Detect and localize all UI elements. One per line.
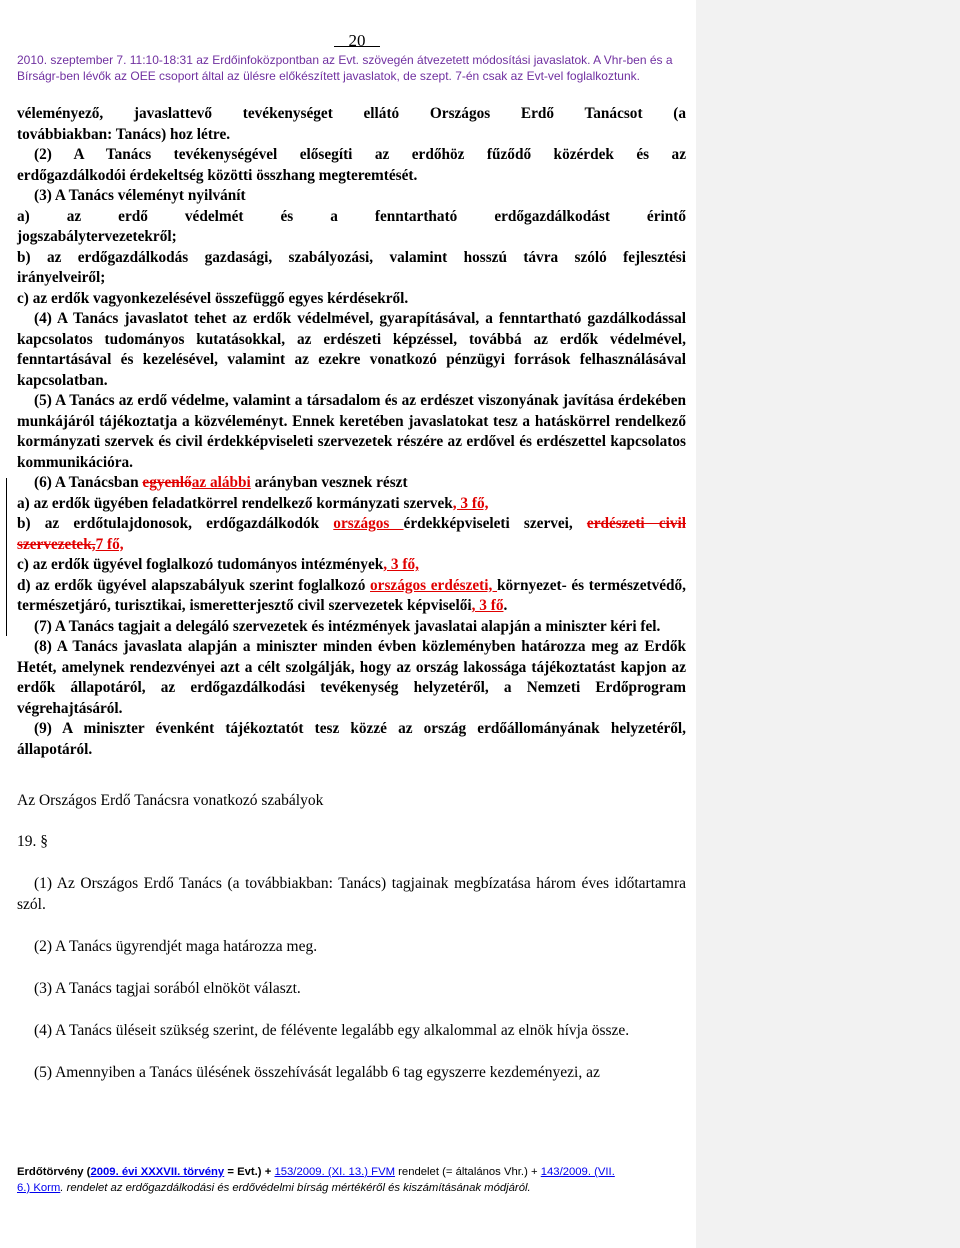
footer-text-a: Erdőtörvény ( [17,1166,91,1178]
paragraph-6d [17,576,686,617]
regulation-section [17,790,686,1083]
page-number: 20 [348,31,366,50]
document-body [17,104,686,1083]
paragraph-3c: c) az erdők vagyonkezelésével összefüggő egyes kérdésekről. [17,289,409,307]
paragraph-6c [17,555,686,576]
comment-sidebar [696,0,960,1248]
paragraph-3b-line1: b) az erdőgazdálkodás gazdasági, szabályozási, valamint hosszú távra szóló fejlesztési [17,248,686,266]
footer-link-korm-part2: 6.) Korm [17,1182,61,1194]
footer-text-h: . rendelet az erdőgazdálkodási és erdővédelmi bírság mértékéről és kiszámításának módjáról. [60,1182,531,1194]
paragraph-1-line2: továbbiakban: Tanács) hoz létre. [17,125,231,143]
paragraph-3b-line2: irányelveiről; [17,269,106,286]
paragraph-3a-line2: jogszabálytervezetekről; [17,228,177,245]
regulation-paragraph-1: (1) Az Országos Erdő Tanács (a továbbiakban: Tanács) tagjainak megbízatása három éves időtartamra szól. [17,875,686,913]
paragraph-6 [17,473,686,494]
page-footer [17,1164,697,1196]
regulation-paragraph-2: (2) A Tanács ügyrendjét maga határozza meg. [34,938,318,955]
paragraph-4: (4) A Tanács javaslatot tehet az erdők védelmével, gyarapításával, a fenntartható gazdálkodással kapcsolatos tudományos kutatásokkal, az erdészeti képzéssel, továbbá az erdők védelmével, fenntartásával és kezelésével, valamint az ezekre vonatkozó pénzügyi források felhasználásával kapcsolatban. [17,310,686,389]
paragraph-2-line1: (2) A Tanács tevékenységével elősegíti az erdőhöz fűződő közérdek és az [34,146,686,163]
p6b-text-mid: érdekképviseleti szervei, [403,515,587,532]
paragraph-7: (7) A Tanács tagjait a delegáló szervezetek és intézmények javaslatai alapján a miniszter kéri fel. [34,617,661,635]
footer-text-e: rendelet (= általános Vhr.) + [395,1166,541,1178]
p6a-inserted-text: , 3 fő, [452,494,489,512]
regulation-paragraph-4: (4) A Tanács üléseit szükség szerint, de félévente legalább egy alkalommal az elnök hívja össze. [34,1022,630,1039]
footer-link-evt[interactable]: 2009. évi XXXVII. törvény [90,1166,225,1178]
paragraph-6b [17,514,686,555]
revision-header [17,52,697,84]
footer-link-fvm[interactable]: 153/2009. (XI. 13.) FVM [274,1166,396,1178]
paragraph-6a [17,494,686,515]
revision-header-line1: 2010. szeptember 7. 11:10-18:31 az Erdőinfoközpontban az Evt. szövegén átvezetett módosítási javaslatok. A Vhr-ben és a [17,53,673,67]
p6c-text: c) az erdők ügyével foglalkozó tudományos intézmények [17,556,384,573]
p6d-text: d) az erdők ügyével alapszabályuk szerint foglalkozó [17,576,371,594]
section-number: 19. § [17,833,48,850]
p6d-inserted-text-1: országos erdészeti, [370,576,498,594]
p6b-inserted-text-2: 7 fő, [95,535,124,553]
p6b-text: b) az erdőtulajdonosok, erdőgazdálkodók [17,515,334,532]
footer-text-c: = Evt.) + [224,1166,275,1178]
p6-deleted-text: egyenlő [142,474,192,491]
p6b-inserted-text-1: országos [333,515,404,532]
p6b-deleted-text: erdészeti civil szervezetek, [17,515,687,553]
p6d-inserted-text-2: , 3 fő [471,597,504,614]
paragraph-9: (9) A miniszter évenként tájékoztatót tesz közzé az ország erdőállományának helyzetéről, állapotáról. [17,720,686,758]
page-number-underline [334,46,380,47]
regulation-paragraph-3: (3) A Tanács tagjai sorából elnököt választ. [34,980,301,997]
p6-inserted-text: az alábbi [191,474,251,491]
p6d-text-post: környezet- és természetvédő, természetjáró, turisztikai, ismeretterjesztő civil szervezetek képviselői [17,576,686,614]
paragraph-1-line1: véleményező, javaslattevő tevékenységet ellátó Országos Erdő Tanácsot (a [17,105,686,122]
p6-text-post: arányban vesznek részt [250,474,408,491]
paragraph-5: (5) A Tanács az erdő védelme, valamint a társadalom és az erdészet viszonyának javítása érdekében munkájáról tájékoztatja a közvéleményt. Ennek keretében javaslatokat tesz a hatáskörrel rendelkező kormányzati szervek és civil érdekképviseleti szervezetek részére az erdővel és erdészettel kapcsolatos kommunikációra. [17,392,686,471]
paragraph-2-line2: erdőgazdálkodói érdekeltség közötti összhang megteremtését. [17,166,418,184]
paragraph-3a-line1: a) az erdő védelmét és a fenntartható erdőgazdálkodást érintő [17,207,686,225]
regulation-title: Az Országos Erdő Tanácsra vonatkozó szabályok [17,792,324,809]
p6-text-pre: (6) A Tanácsban [34,474,143,491]
footer-link-korm-part1: 143/2009. (VII. [540,1166,615,1178]
revision-header-line2: Bírságr-ben lévők az OEE csoport által az ülésre előkészített javaslatok, de szept. 7-én csak az Evt-vel foglalkoztunk. [17,69,640,83]
p6a-text: a) az erdők ügyében feladatkörrel rendelkező kormányzati szervek [17,494,453,512]
change-margin-bar [6,478,7,636]
p6c-inserted-text: , 3 fő, [383,556,419,573]
regulation-paragraph-5: (5) Amennyiben a Tanács ülésének összehívását legalább 6 tag egyszerre kezdeményezi, az [34,1064,600,1081]
paragraph-8: (8) A Tanács javaslata alapján a miniszter minden évben közleményben határozza meg az Erdők Hetét, amelynek rendezvényei azt a célt szolgálják, hogy az ország lakossága tájékoztatást kapjon az erdők állapotáról, az erdőgazdálkodási tevékenység helyzetéről, a Nemzeti Erdőprogram végrehajtásáról. [17,638,686,717]
paragraph-3: (3) A Tanács véleményt nyilvánít [34,187,246,204]
p6d-end: . [503,597,508,614]
